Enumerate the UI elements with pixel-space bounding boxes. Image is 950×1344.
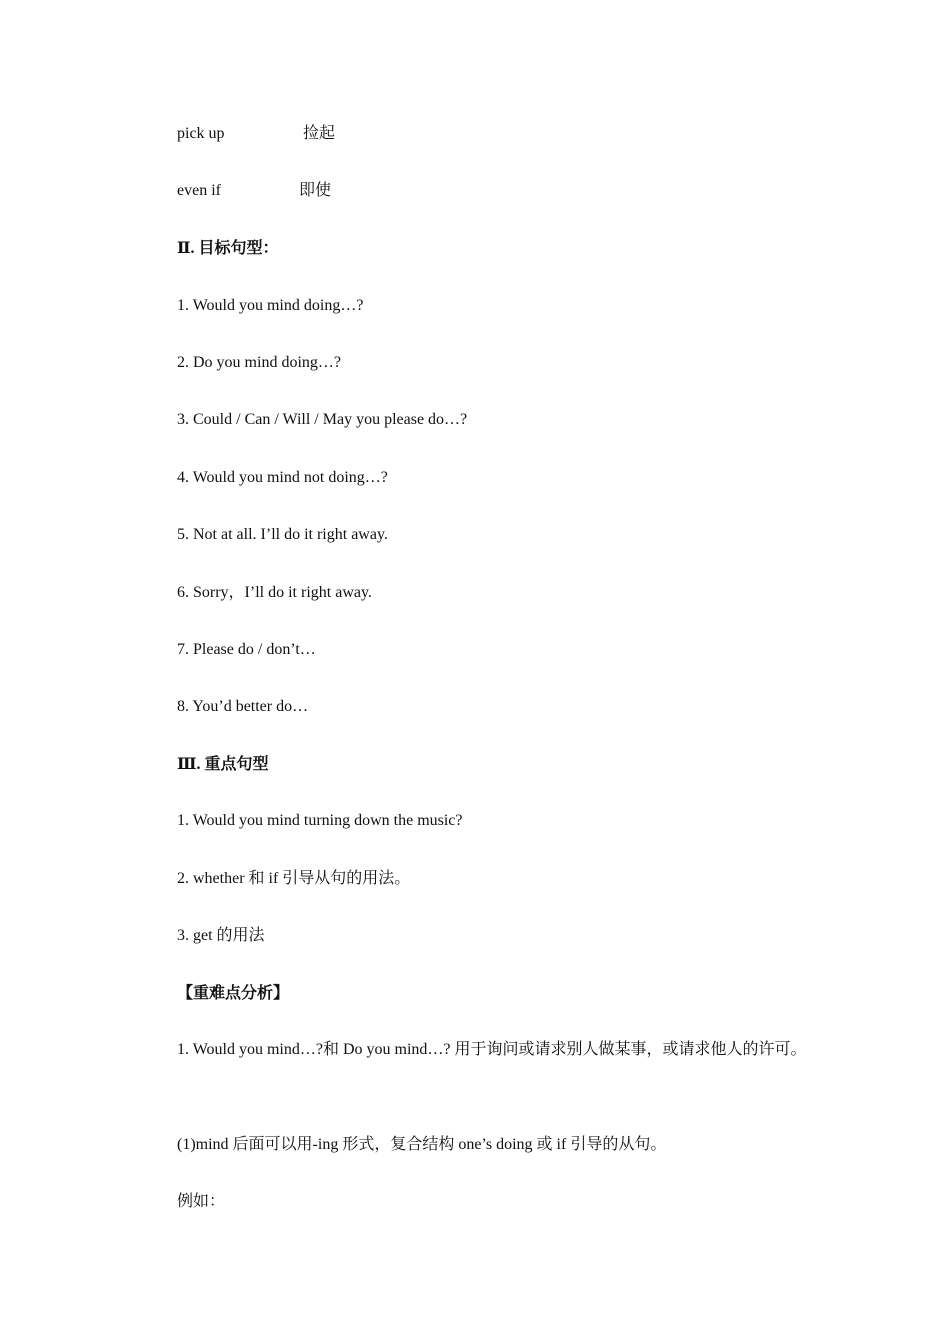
phrase-row [177,180,332,202]
analysis-heading: 【重难点分析】 [177,985,290,1002]
list-item: 8. You’d better do… [177,698,309,715]
phrase-english: even if [177,182,221,199]
phrase-chinese: 捡起 [303,125,336,142]
section-heading: Ⅱ. 目标句型： [177,240,279,257]
analysis-paragraph: 例如： [177,1193,226,1210]
list-item: 3. get 的用法 [177,927,265,944]
list-item: 7. Please do / don’t… [177,641,316,658]
list-item: 1. Would you mind turning down the music? [177,812,463,829]
list-item: 3. Could / Can / Will / May you please do…? [177,411,468,428]
list-item: 1. Would you mind doing…? [177,297,364,314]
analysis-paragraph: 1. Would you mind…?和 Do you mind…? 用于询问或请求别人做某事，或请求他人的许可。 [177,1041,807,1058]
phrase-chinese: 即使 [299,182,332,199]
phrase-row [177,123,336,145]
list-item: 4. Would you mind not doing…? [177,469,388,486]
list-item: 5. Not at all. I’ll do it right away. [177,526,388,543]
analysis-paragraph: (1)mind 后面可以用-ing 形式，复合结构 one’s doing 或 if 引导的从句。 [177,1136,667,1153]
list-item: 2. Do you mind doing…? [177,354,341,371]
list-item: 6. Sorry，I’ll do it right away. [177,584,372,601]
phrase-english: pick up [177,125,225,142]
section-heading: Ⅲ. 重点句型 [177,756,269,773]
list-item: 2. whether 和 if 引导从句的用法。 [177,870,411,887]
